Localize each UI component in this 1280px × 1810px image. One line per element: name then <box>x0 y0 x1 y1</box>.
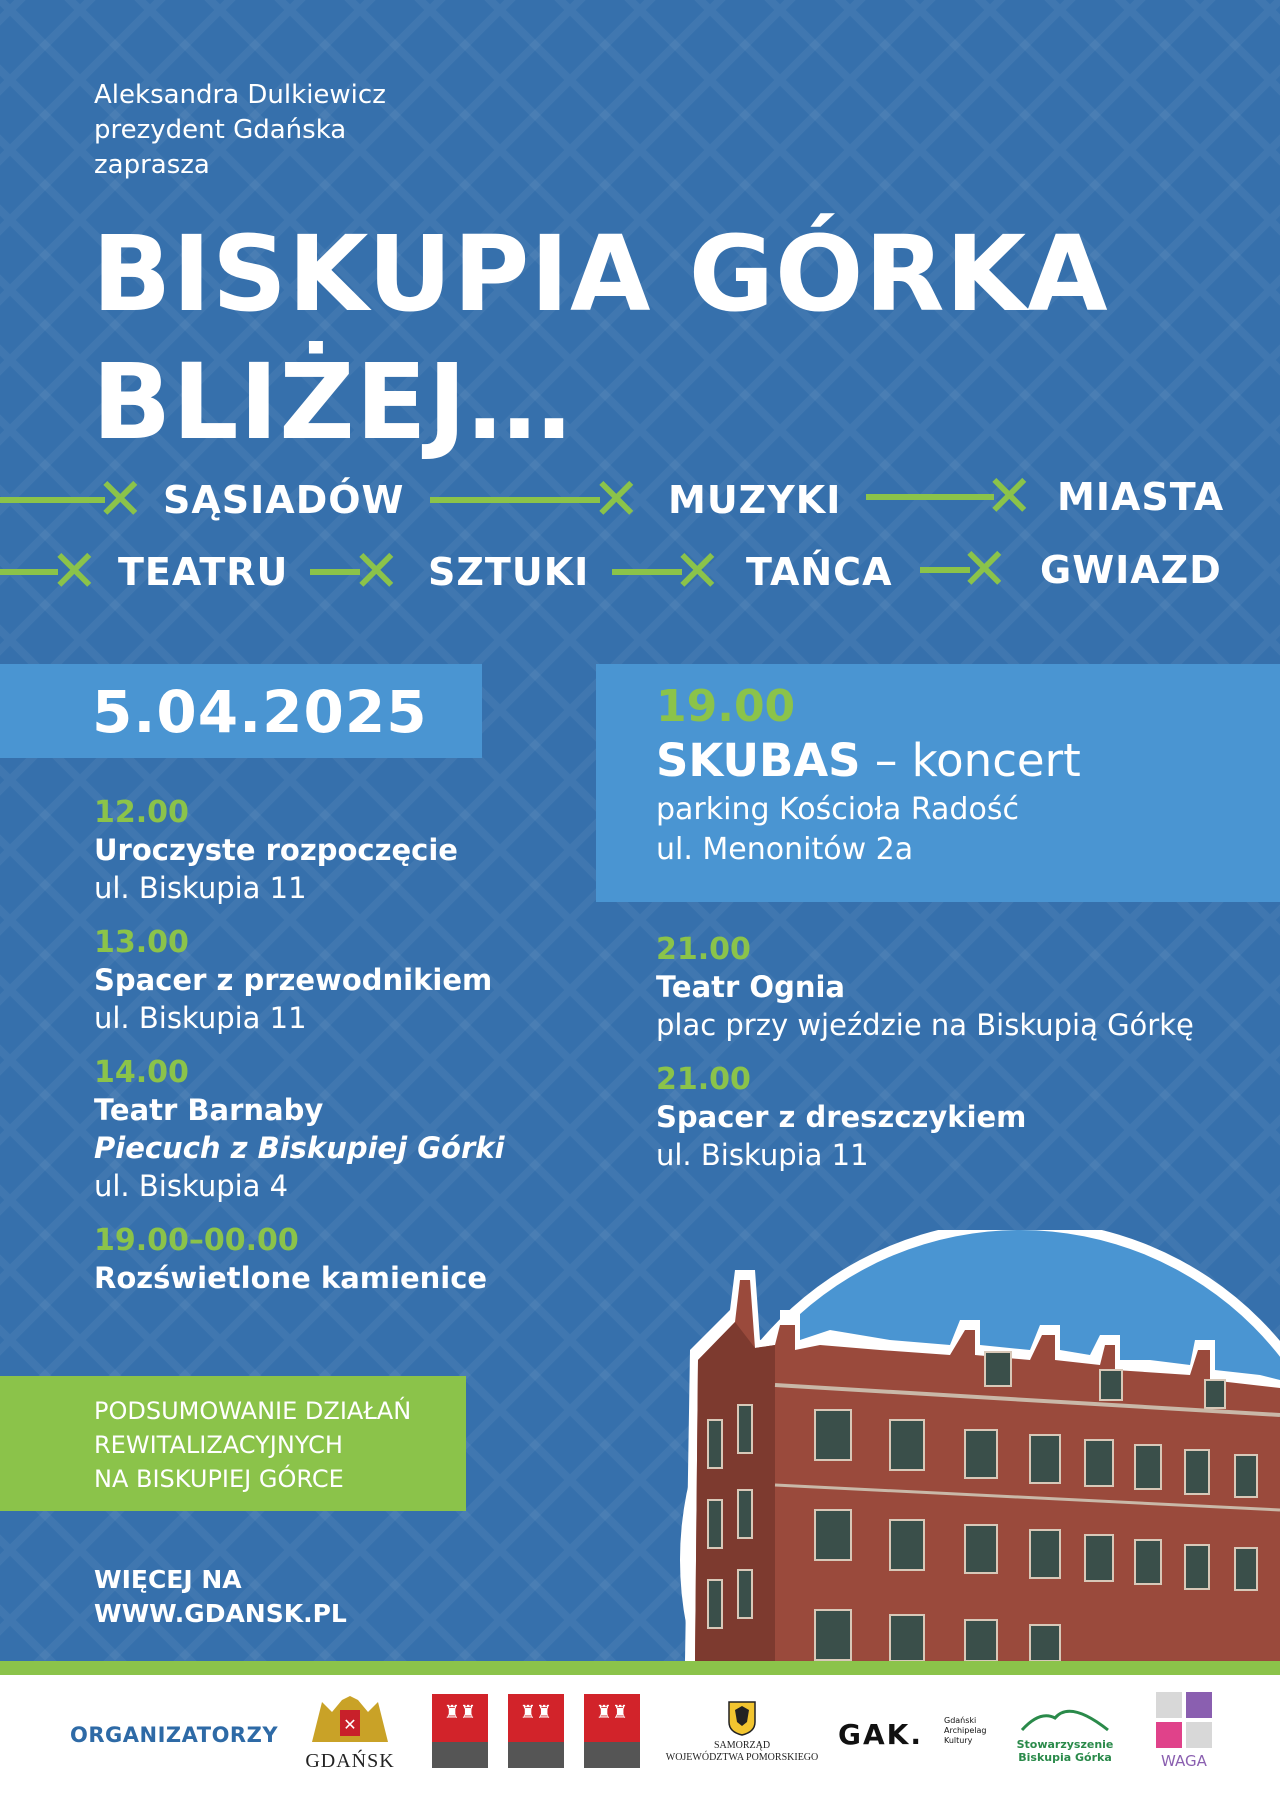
keyword-sasiadow: SĄSIADÓW <box>163 478 405 522</box>
samorzad-line1: SAMORZĄD <box>713 1740 771 1751</box>
skubas-suffix: – koncert <box>860 734 1081 787</box>
event-address: ul. Biskupia 4 <box>94 1169 289 1203</box>
event-time: 12.00 <box>94 795 189 830</box>
gak-logo <box>838 1716 987 1756</box>
skubas-name: SKUBAS <box>656 734 861 787</box>
green-line <box>0 497 105 503</box>
keyword-teatru: TEATRU <box>118 550 289 594</box>
skubas-info <box>656 682 1266 870</box>
gak-subtext <box>944 1716 986 1746</box>
page-title <box>92 210 1109 466</box>
event-date: 5.04.2025 <box>92 678 428 746</box>
hill-icon <box>1020 1700 1110 1734</box>
summary-line3: NA BISKUPIEJ GÓRCE <box>94 1465 344 1493</box>
gak-sub1: Gdański <box>944 1716 977 1725</box>
keyword-muzyki: MUZYKI <box>668 478 842 522</box>
waga-logo-text: WAGA <box>1161 1752 1207 1770</box>
event-name: Spacer z dreszczykiem <box>656 1100 1027 1134</box>
x-mark-icon: ✕ <box>673 537 722 605</box>
stowarzyszenie-logo <box>1010 1700 1120 1764</box>
organizers-label: ORGANIZATORZY <box>70 1723 279 1747</box>
crest-icon: ♜♜ <box>595 1702 629 1723</box>
event-address: ul. Biskupia 11 <box>94 871 307 905</box>
waga-logo <box>1154 1692 1214 1770</box>
crest-icon: ♜♜ <box>519 1702 553 1723</box>
event-time: 21.00 <box>656 932 751 967</box>
title-line2: BLIŻEJ… <box>92 341 573 463</box>
svg-text:✕: ✕ <box>343 1715 357 1734</box>
event-name: Uroczyste rozpoczęcie <box>94 833 458 867</box>
event-subtitle: Piecuch z Biskupiej Górki <box>94 1131 505 1165</box>
x-mark-icon: ✕ <box>96 465 145 533</box>
event-address: plac przy wjeździe na Biskupią Górkę <box>656 1008 1194 1042</box>
samorzad-line2: WOJEWÓDZTWA POMORSKIEGO <box>665 1752 819 1763</box>
green-line <box>866 494 994 500</box>
event-time: 13.00 <box>94 925 189 960</box>
x-mark-icon: ✕ <box>50 537 99 605</box>
gdanskie-nieruchomosci-logo <box>584 1694 640 1768</box>
event-address: ul. Biskupia 11 <box>656 1138 869 1172</box>
x-mark-icon: ✕ <box>960 535 1009 603</box>
intro-line1: Aleksandra Dulkiewicz <box>94 80 386 110</box>
keyword-tanca: TAŃCA <box>746 550 893 594</box>
skubas-title <box>656 732 1266 790</box>
gdansk-logo-text: GDAŃSK <box>305 1750 395 1772</box>
more-label: WIĘCEJ NA <box>94 1565 242 1594</box>
crest-icon: ♜♜ <box>443 1702 477 1723</box>
samorzad-logo <box>662 1700 822 1764</box>
event-time: 19.00–00.00 <box>94 1223 299 1258</box>
schedule-item <box>94 795 554 907</box>
gak-logo-text: GAK. <box>838 1718 923 1751</box>
x-mark-icon: ✕ <box>985 462 1034 530</box>
gak-sub2: Archipelag <box>944 1726 987 1735</box>
intro-text <box>94 78 386 183</box>
summary-line1: PODSUMOWANIE DZIAŁAŃ <box>94 1397 412 1425</box>
schedule-item <box>94 1223 554 1297</box>
schedule-item <box>94 1055 554 1205</box>
pomorskie-crest-icon <box>727 1700 757 1736</box>
gdansk-logo <box>300 1692 400 1772</box>
keyword-gwiazd: GWIAZD <box>1040 548 1222 592</box>
gdansk-crest-icon <box>302 1692 398 1746</box>
event-name: Teatr Barnaby <box>94 1093 324 1127</box>
event-address: ul. Biskupia 11 <box>94 1001 307 1035</box>
event-name: Teatr Ognia <box>656 970 845 1004</box>
schedule-item <box>94 925 554 1037</box>
x-mark-icon: ✕ <box>592 465 641 533</box>
skubas-time: 19.00 <box>656 681 796 732</box>
stow-line1: Stowarzyszenie <box>1016 1738 1114 1751</box>
left-schedule <box>94 795 554 1297</box>
waga-grid-icon <box>1156 1692 1212 1748</box>
skubas-address: ul. Menonitów 2a <box>656 832 914 867</box>
skubas-place: parking Kościoła Radość <box>656 792 1019 827</box>
summary-text <box>94 1394 411 1496</box>
event-time: 14.00 <box>94 1055 189 1090</box>
intro-line2: prezydent Gdańska <box>94 115 347 145</box>
drmg-logo <box>508 1694 564 1768</box>
x-mark-icon: ✕ <box>352 537 401 605</box>
schedule-item <box>656 1062 1266 1174</box>
biuro-rozwoju-logo <box>432 1694 488 1768</box>
stow-line2: Biskupia Górka <box>1018 1751 1112 1764</box>
building-illustration <box>630 1230 1280 1661</box>
event-time: 21.00 <box>656 1062 751 1097</box>
green-line <box>430 497 600 503</box>
intro-line3: zaprasza <box>94 150 210 180</box>
more-info <box>94 1563 347 1631</box>
event-name: Rozświetlone kamienice <box>94 1261 488 1295</box>
summary-line2: REWITALIZACYJNYCH <box>94 1431 343 1459</box>
keyword-sztuki: SZTUKI <box>428 550 590 594</box>
keyword-miasta: MIASTA <box>1057 475 1225 519</box>
green-line <box>612 569 682 575</box>
right-schedule <box>656 932 1266 1174</box>
gak-sub3: Kultury <box>944 1736 973 1745</box>
website-link[interactable]: WWW.GDANSK.PL <box>94 1599 347 1628</box>
title-line1: BISKUPIA GÓRKA <box>92 213 1109 335</box>
schedule-item <box>656 932 1266 1044</box>
event-name: Spacer z przewodnikiem <box>94 963 493 997</box>
